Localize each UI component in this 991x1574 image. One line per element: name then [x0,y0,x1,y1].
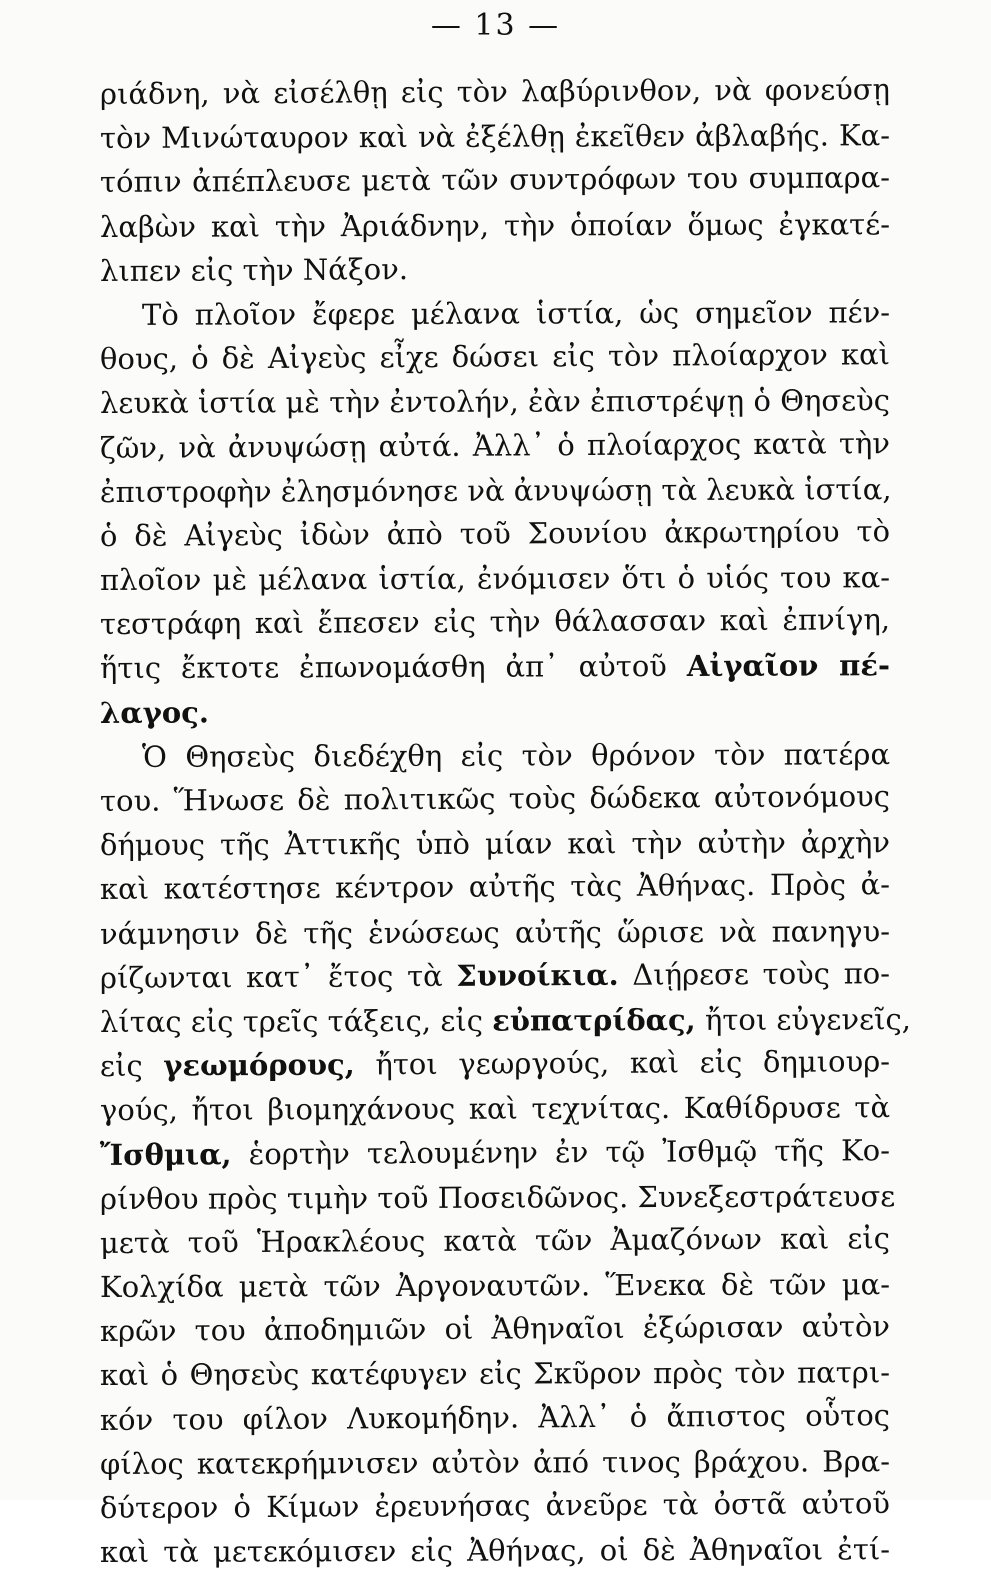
body-text [99,72,911,1574]
text-line: Κολχίδα μετὰ τῶν Ἀργοναυτῶν. Ἕνεκα δὲ τῶν μα- [99,1267,891,1305]
text-line: Τὸ πλοῖον ἔφερε μέλανα ἱστία, ὡς σημεῖον πέν- [141,295,891,332]
text-line: ζῶν, νὰ ἀνυψώσῃ αὐτά. Ἀλλ᾽ ὁ πλοίαρχος κατὰ τὴν [99,425,891,465]
text-line: κρῶν του ἀποδημιῶν οἱ Ἀθηναῖοι ἐξώρισαν αὐτὸν [99,1309,891,1349]
text-line: καὶ κατέστησε κέντρον αὐτῆς τὰς Ἀθήνας. Πρὸς ἀ- [99,867,891,907]
text-line: ἥτις ἔκτοτε ἐπωνομάσθη ἀπ᾽ αὐτοῦ Αἰγαῖον πέ- [99,648,891,686]
text-line: γούς, ἤτοι βιομηχάνους καὶ τεχνίτας. Καθίδρυσε τὰ [99,1090,891,1128]
text-line: τεστράφη καὶ ἔπεσεν εἰς τὴν θάλασσαν καὶ ἐπνίγη, [99,602,891,642]
text-line: κόν του φίλον Λυκομήδην. Ἀλλ᾽ ὁ ἄπιστος οὗτος [99,1397,891,1437]
text-line: τόπιν ἀπέπλευσε μετὰ τῶν συντρόφων του συμπαρα- [99,160,891,200]
text-line: δήμους τῆς Ἀττικῆς ὑπὸ μίαν καὶ τὴν αὐτὴν ἀρχὴν [99,825,891,863]
text-line: καὶ τὰ μετεκόμισεν εἰς Ἀθήνας, οἱ δὲ Ἀθηναῖοι ἐτί- [99,1532,891,1570]
text-line: λαβὼν καὶ τὴν Ἀριάδνην, τὴν ὁποίαν ὅμως ἐγκατέ- [99,206,891,244]
text-line: εἰς γεωμόρους, ἤτοι γεωργούς, καὶ εἰς δημιουρ- [99,1044,891,1084]
text-line: Ἴσθμια, ἑορτὴν τελουμένην ἐν τῷ Ἰσθμῷ τῆς Κο- [99,1132,891,1172]
text-line: ρίνθου πρὸς τιμὴν τοῦ Ποσειδῶνος. Συνεξεστράτευσε [99,1178,896,1216]
text-line: ὁ δὲ Αἰγεὺς ἰδὼν ἀπὸ τοῦ Σουνίου ἀκρωτηρίου τὸ [99,514,891,553]
text-line: μετὰ τοῦ Ἡρακλέους κατὰ τῶν Ἀμαζόνων καὶ εἰς [99,1221,891,1260]
text-line: καὶ ὁ Θησεὺς κατέφυγεν εἰς Σκῦρον πρὸς τὸν πατρι- [99,1355,891,1393]
text-line: Ὁ Θησεὺς διεδέχθη εἰς τὸν θρόνον τὸν πατέρα [141,737,891,774]
text-line: πλοῖον μὲ μέλανα ἱστία, ἐνόμισεν ὅτι ὁ υἱός του κα- [99,560,891,598]
text-line: ριάδνη, νὰ εἰσέλθῃ εἰς τὸν λαβύρινθον, νὰ φονεύσῃ [99,72,891,111]
text-line: νάμνησιν δὲ τῆς ἑνώσεως αὐτῆς ὥρισε νὰ πανηγυ- [99,913,891,951]
text-line: τὸν Μινώταυρον καὶ νὰ ἐξέλθῃ ἐκεῖθεν ἀβλαβής. Κα- [99,118,891,156]
text-line: φίλος κατεκρήμνισεν αὐτὸν ἀπό τινος βράχου. Βρα- [99,1444,891,1481]
text-line: λαγος. [99,694,210,730]
text-line: θους, ὁ δὲ Αἰγεὺς εἶχε δώσει εἰς τὸν πλοίαρχον καὶ [99,337,891,377]
text-line: δύτερον ὁ Κίμων ἐρευνήσας ἀνεῦρε τὰ ὀστᾶ αὐτοῦ [99,1486,891,1525]
text-line: ἐπιστροφὴν ἐλησμόνησε νὰ ἀνυψώσῃ τὰ λευκὰ ἱστία, [99,471,892,509]
page-number: — 13 — [430,8,561,43]
text-line: ρίζωνται κατ᾽ ἔτος τὰ Συνοίκια. Διῄρεσε τοὺς πο- [99,955,891,995]
text-line: λίτας εἰς τρεῖς τάξεις, εἰς εὐπατρίδας, ἤτοι εὐγενεῖς, [99,1002,911,1039]
text-line: του. Ἥνωσε δὲ πολιτικῶς τοὺς δώδεκα αὐτονόμους [99,779,891,818]
text-line: λιπεν εἰς τὴν Νάξον. [99,251,409,288]
text-line: λευκὰ ἱστία μὲ τὴν ἐντολήν, ἐὰν ἐπιστρέψῃ ὁ Θησεὺς [99,383,891,421]
